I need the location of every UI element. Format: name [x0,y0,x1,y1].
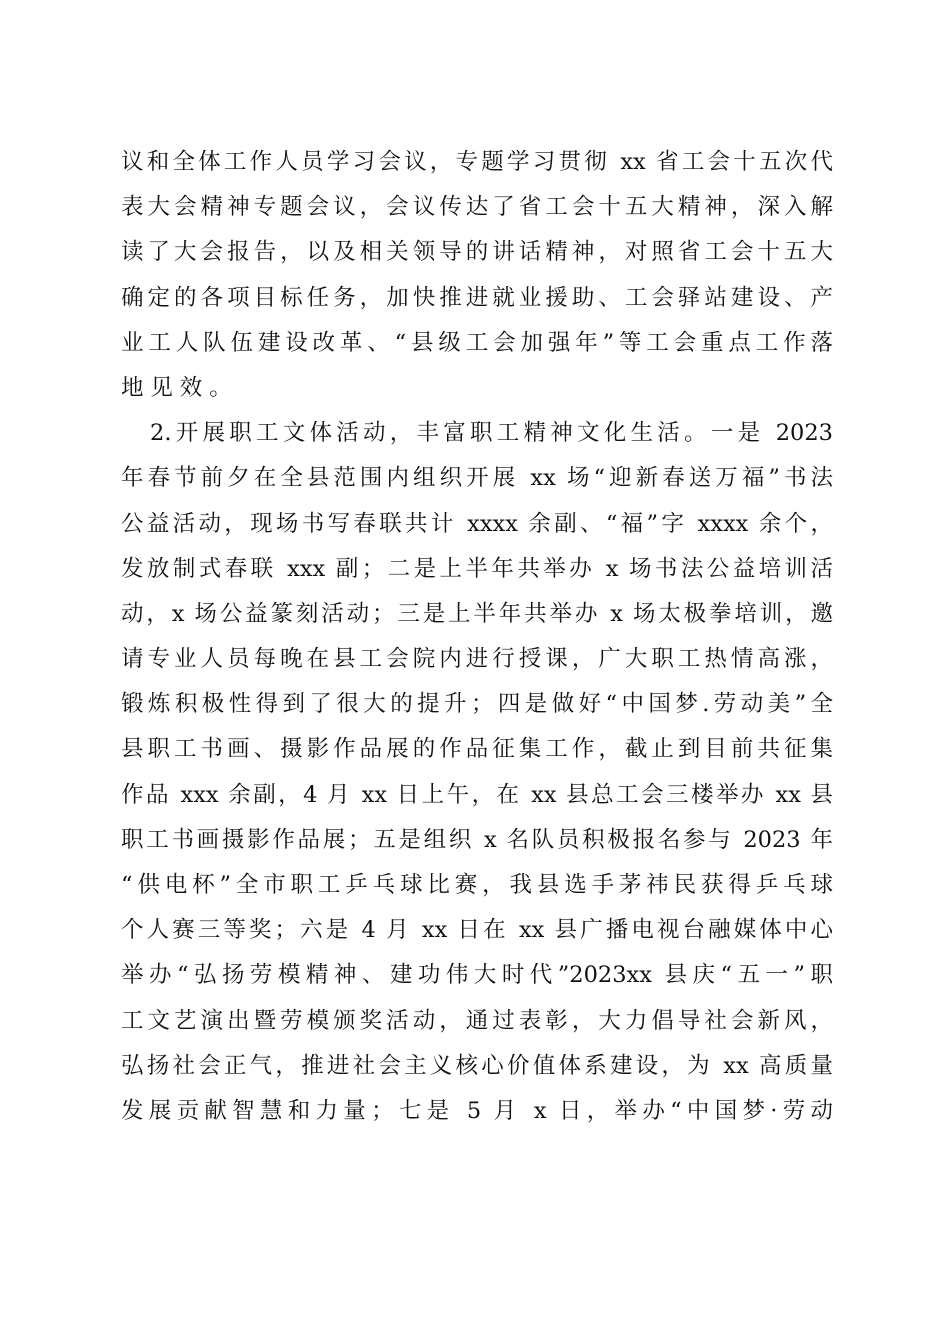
text-line: 锻炼积极性得到了很大的提升；四是做好“中国梦.劳动美”全 [121,691,833,718]
text-line: 发展贡献智慧和力量；七是 5 月 x 日，举办“中国梦·劳动 [121,1097,833,1124]
text-line: 表大会精神专题会议，会议传达了省工会十五大精神，深入解 [121,194,833,221]
paragraph-heading-line: 2.开展职工文体活动，丰富职工精神文化生活。一是 2023 [150,420,833,447]
text-line: 请专业人员每晚在县工会院内进行授课，广大职工热情高涨， [121,646,833,673]
text-line: 年春节前夕在全县范围内组织开展 xx 场“迎新春送万福”书法 [121,465,833,492]
text-line: 地见效。 [121,374,239,401]
text-line: 确定的各项目标任务，加快推进就业援助、工会驿站建设、产 [121,284,833,311]
text-line: “供电杯”全市职工乒乓球比赛，我县选手茅祎民获得乒乓球 [121,872,833,898]
text-line: 弘扬社会正气，推进社会主义核心价值体系建设，为 xx 高质量 [121,1052,833,1079]
paragraph-1-continued [121,140,833,411]
text-line: 动，x 场公益篆刻活动；三是上半年共举办 x 场太极拳培训，邀 [121,600,833,627]
text-line: 读了大会报告，以及相关领导的讲话精神，对照省工会十五大 [121,239,833,266]
text-line: 公益活动，现场书写春联共计 xxxx 余副、“福”字 xxxx 余个， [121,510,833,537]
text-line: 工文艺演出暨劳模颁奖活动，通过表彰，大力倡导社会新风， [121,1007,833,1034]
text-line: 县职工书画、摄影作品展的作品征集工作，截止到目前共征集 [121,736,833,763]
text-line: 作品 xxx 余副，4 月 xx 日上午，在 xx 县总工会三楼举办 xx 县 [121,781,833,808]
text-line: 议和全体工作人员学习会议，专题学习贯彻 xx 省工会十五次代 [121,149,833,175]
document-page [121,140,833,1134]
text-line: 职工书画摄影作品展；五是组织 x 名队员积极报名参与 2023 年 [121,826,833,853]
text-line: 个人赛三等奖；六是 4 月 xx 日在 xx 县广播电视台融媒体中心 [121,917,833,944]
text-line: 发放制式春联 xxx 副；二是上半年共举办 x 场书法公益培训活 [121,555,833,582]
text-line: 业工人队伍建设改革、“县级工会加强年”等工会重点工作落 [121,329,833,356]
text-line: 举办“弘扬劳模精神、建功伟大时代”2023xx 县庆“五一”职 [121,962,833,989]
paragraph-2-cultural-activities [121,411,833,1134]
